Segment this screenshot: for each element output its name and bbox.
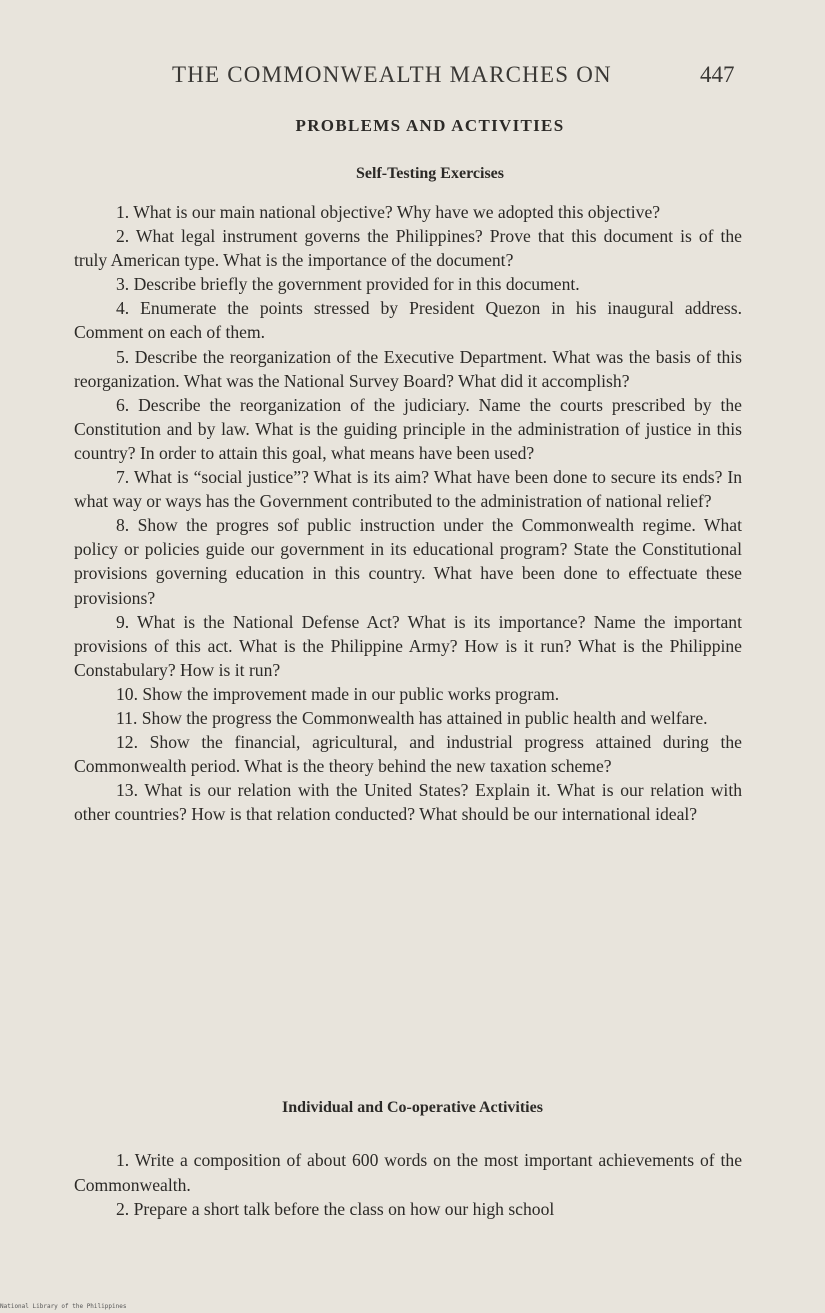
section-title: PROBLEMS AND ACTIVITIES [295, 116, 565, 135]
exercise-item: 6. Describe the reorganization of the judiciary. Name the courts prescribed by the Constitution and by law. What is the guiding principle in the administration of justice in this country? In order to attain this goal, what means have been used? [74, 394, 742, 463]
exercise-item: 11. Show the progress the Commonwealth has attained in public health and welfare. [116, 707, 708, 728]
activities-heading: Individual and Co-operative Activities [282, 1099, 543, 1116]
exercise-item: 7. What is “social justice”? What is its aim? What have been done to secure its ends? In what way or ways has the Government contributed to the administration of national relief? [74, 467, 742, 512]
activities-list [74, 1148, 742, 1222]
exercise-item: 10. Show the improvement made in our public works program. [116, 683, 560, 704]
exercise-item: 1. What is our main national objective? Why have we adopted this objective? [116, 202, 661, 222]
self-testing-exercises [74, 200, 742, 826]
exercise-item: 2. What legal instrument governs the Philippines? Prove that this document is of the truly American type. What is the importance of the document? [74, 226, 742, 271]
activity-item: 2. Prepare a short talk before the class on how our high school [116, 1199, 555, 1219]
exercise-item: 4. Enumerate the points stressed by President Quezon in his inaugural address. Comment on each of them. [74, 298, 742, 343]
running-header [0, 62, 825, 96]
activity-item: 1. Write a composition of about 600 words on the most important achievements of the Commonwealth. [74, 1150, 742, 1195]
self-testing-heading: Self-Testing Exercises [356, 165, 504, 182]
exercise-item: 5. Describe the reorganization of the Executive Department. What was the basis of this reorganization. What was the National Survey Board? What did it accomplish? [74, 346, 742, 391]
exercise-item: 9. What is the National Defense Act? What is its importance? Name the important provisions of this act. What is the Philippine Army? How is it run? What is the Philippine Constabulary? How is it run? [74, 611, 742, 680]
scan-source-note: National Library of the Philippines [0, 1303, 127, 1310]
exercise-item: 3. Describe briefly the government provided for in this document. [116, 274, 580, 295]
exercise-item: 12. Show the financial, agricultural, and industrial progress attained during the Commonwealth period. What is the theory behind the new taxation scheme? [74, 732, 742, 777]
exercise-item: 8. Show the progres sof public instruction under the Commonwealth regime. What policy or policies guide our government in its educational program? State the Constitutional provisions governing education in this country. What have been done to effectuate these provisions? [74, 515, 742, 608]
running-title: THE COMMONWEALTH MARCHES ON [172, 62, 612, 87]
page-number: 447 [700, 62, 735, 87]
exercise-item: 13. What is our relation with the United States? Explain it. What is our relation with other countries? How is that relation conducted? What should be our international ideal? [74, 780, 742, 825]
